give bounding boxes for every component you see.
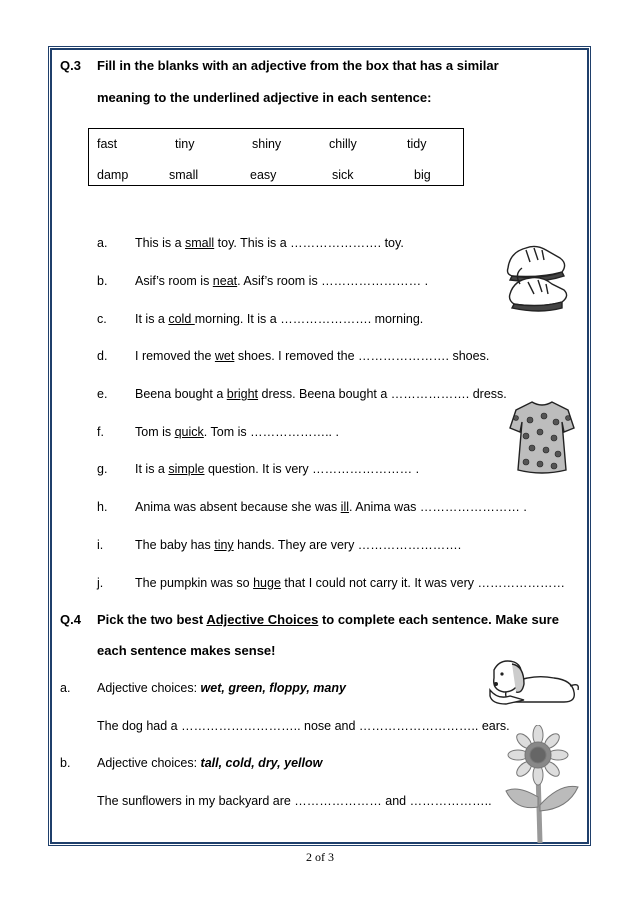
dog-icon — [484, 656, 582, 708]
q4-instruction-line2: each sentence makes sense! — [97, 643, 276, 658]
item-letter: j. — [97, 576, 104, 590]
adjective-choices-a: Adjective choices: wet, green, floppy, many — [97, 681, 346, 695]
item-letter: d. — [97, 349, 108, 363]
word-box-item: easy — [250, 168, 277, 182]
word-box-item: sick — [332, 168, 354, 182]
sentence-i: The baby has tiny hands. They are very ……………………. — [135, 538, 462, 552]
page-footer: 2 of 3 — [306, 850, 334, 864]
item-letter: g. — [97, 462, 108, 476]
q4-number: Q.4 — [60, 612, 81, 627]
q3-number: Q.3 — [60, 58, 81, 73]
q3-instruction-line1: Fill in the blanks with an adjective from the box that has a similar — [97, 58, 499, 73]
sentence-f: Tom is quick. Tom is ……………….. . — [135, 425, 339, 439]
q4-instruction-line1: Pick the two best Adjective Choices to complete each sentence. Make sure — [97, 612, 559, 627]
part-letter: a. — [60, 681, 71, 695]
word-box-item: tiny — [175, 137, 195, 151]
shoes-icon — [500, 238, 570, 316]
sentence-h: Anima was absent because she was ill. Anima was …………………… . — [135, 500, 527, 514]
word-box-item: tidy — [407, 137, 427, 151]
item-letter: e. — [97, 387, 108, 401]
item-letter: f. — [97, 425, 104, 439]
item-letter: b. — [97, 274, 108, 288]
sentence-a: This is a small toy. This is a …………………. toy. — [135, 236, 404, 250]
sentence-c: It is a cold morning. It is a …………………. morning. — [135, 312, 424, 326]
sentence-b: Asif’s room is neat. Asif’s room is …………………… . — [135, 274, 429, 288]
adjective-choices-b: Adjective choices: tall, cold, dry, yellow — [97, 756, 323, 770]
item-letter: c. — [97, 312, 107, 326]
sentence-sunflowers: The sunflowers in my backyard are ………………… and ……………….. — [97, 794, 492, 808]
item-letter: a. — [97, 236, 108, 250]
sentence-g: It is a simple question. It is very …………………… . — [135, 462, 420, 476]
item-letter: h. — [97, 500, 108, 514]
sentence-e: Beena bought a bright dress. Beena bought a ………………. dress. — [135, 387, 507, 401]
item-letter: i. — [97, 538, 104, 552]
sentence-dog: The dog had a ……………………….. nose and ……………………….. ears. — [97, 719, 510, 733]
sunflower-icon — [500, 725, 580, 843]
sentence-d: I removed the wet shoes. I removed the …………………. shoes. — [135, 349, 490, 363]
word-box-item: shiny — [252, 137, 282, 151]
sentence-j: The pumpkin was so huge that I could not carry it. It was very ………………… — [135, 576, 566, 590]
word-box-item: big — [414, 168, 431, 182]
word-box-item: damp — [97, 168, 129, 182]
word-box-item: chilly — [329, 137, 357, 151]
word-box-item: small — [169, 168, 199, 182]
part-letter: b. — [60, 756, 71, 770]
q3-instruction-line2: meaning to the underlined adjective in each sentence: — [97, 90, 432, 105]
dress-icon — [508, 398, 576, 476]
word-box-item: fast — [97, 137, 118, 151]
word-box — [88, 128, 464, 186]
